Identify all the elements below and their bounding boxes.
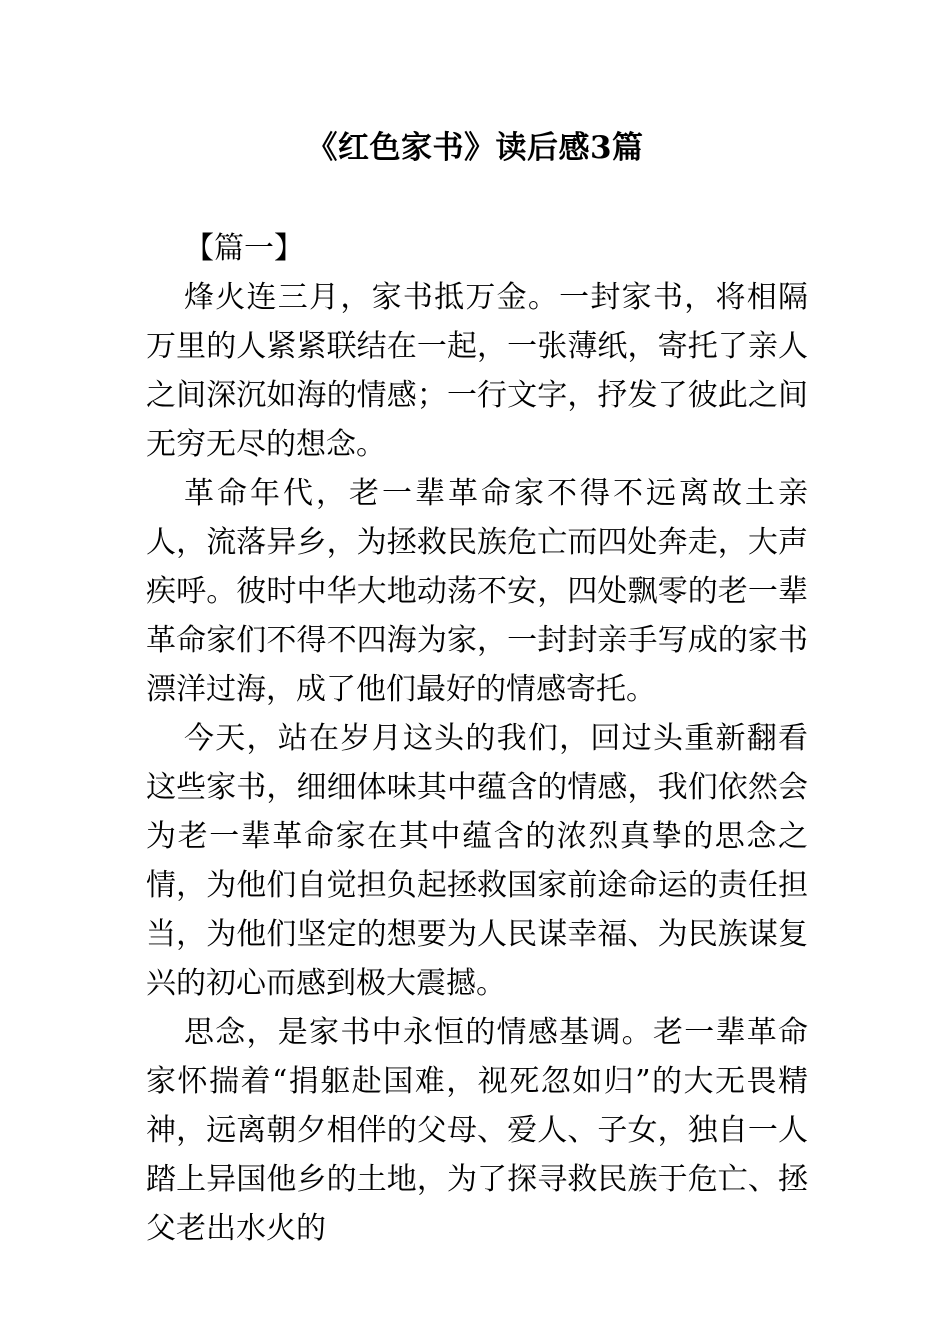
section-label: 【篇一】 [184, 231, 304, 266]
paragraph-4: 思念，是家书中永恒的情感基调。老一辈革命家怀揣着“捐躯赴国难，视死忽如归”的大无畏精神，远离朝夕相伴的父母、爱人、子女，独自一人踏上异国他乡的土地，为了探寻救民族于危亡、拯父老出水火的 [146, 1015, 808, 1246]
document-body [146, 224, 808, 1253]
paragraph-2: 革命年代，老一辈革命家不得不远离故土亲人，流落异乡，为拯救民族危亡而四处奔走，大声疾呼。彼时中华大地动荡不安，四处飘零的老一辈革命家们不得不四海为家，一封封亲手写成的家书漂洋过海，成了他们最好的情感寄托。 [146, 476, 808, 707]
document-title: 《红色家书》读后感3篇 [306, 130, 644, 166]
paragraph-3: 今天，站在岁月这头的我们，回过头重新翻看这些家书，细细体味其中蕴含的情感，我们依然会为老一辈革命家在其中蕴含的浓烈真挚的思念之情，为他们自觉担负起拯救国家前途命运的责任担当，为他们坚定的想要为人民谋幸福、为民族谋复兴的初心而感到极大震撼。 [146, 721, 808, 1001]
paragraph-1: 烽火连三月，家书抵万金。一封家书，将相隔万里的人紧紧联结在一起，一张薄纸，寄托了亲人之间深沉如海的情感；一行文字，抒发了彼此之间无穷无尽的想念。 [146, 280, 808, 462]
